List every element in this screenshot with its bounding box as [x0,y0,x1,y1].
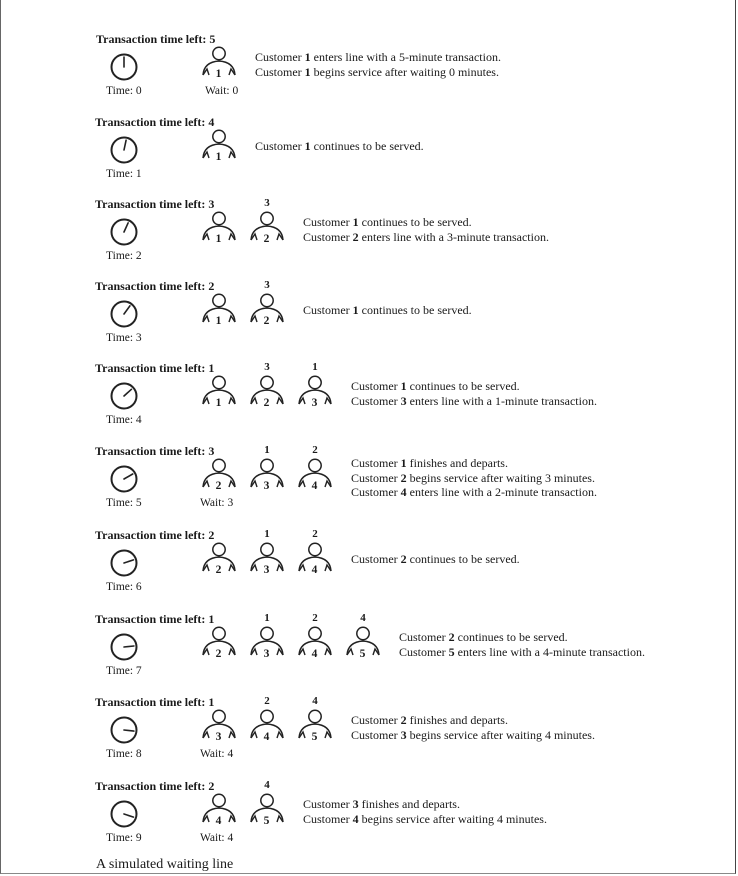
clock-hand [124,306,130,314]
transaction-time-left-value: 1 [208,695,215,709]
customer-number: 3 [263,564,271,576]
event-message: Customer 2 continues to be served. [351,552,520,566]
event-message: Customer 4 begins service after waiting 4 minutes. [303,811,547,826]
customer-number: 2 [215,648,223,660]
time-label: Time: 6 [106,581,142,593]
simulation-step [0,779,738,863]
transaction-time-left-value: 4 [208,115,215,129]
event-message: Customer 5 enters line with a 4-minute transaction. [399,644,645,659]
event-messages [399,630,645,659]
customer-transaction-time: 2 [312,444,318,456]
clock [110,136,138,164]
transaction-time-left-value: 2 [208,279,215,293]
transaction-time-left-value: 2 [208,528,215,542]
transaction-time-left-label: Transaction time left: [95,444,209,458]
customer-id: 4 [352,811,359,826]
wait-label: Wait: 4 [200,748,234,760]
wait-label: Wait: 3 [200,497,234,509]
event-message: Customer 1 begins service after waiting 0 minutes. [255,64,499,79]
event-message: Customer 2 finishes and departs. [351,713,508,727]
event-message: Customer 3 enters line with a 1-minute transaction. [351,393,597,408]
customer-figure [245,709,289,743]
event-message: Customer 3 finishes and departs. [303,797,460,811]
customer-figure [197,293,241,327]
transaction-time-left-value: 2 [208,779,215,793]
transaction-time-left [95,612,214,627]
time-label: Time: 0 [106,85,142,97]
wait-label: Wait: 0 [205,85,239,97]
clock-hand [124,730,134,731]
event-messages [351,552,520,567]
customer-id: 1 [400,456,407,470]
time-label: Time: 4 [106,414,142,426]
customer-id: 2 [352,229,359,244]
clock-face-icon [110,136,138,164]
clock-hand [124,814,134,817]
customer-figure [293,709,337,743]
customer-number: 4 [311,480,319,492]
customer-figure [245,793,289,827]
customer-number: 3 [263,480,271,492]
clock-hand [124,223,128,232]
clock-hand [124,646,134,647]
customer-figure [245,542,289,576]
transaction-time-left-label: Transaction time left: [95,528,209,542]
transaction-time-left [95,361,214,376]
simulation-step [0,115,738,199]
event-messages [351,456,597,500]
clock [110,800,138,828]
customer-id: 3 [400,727,407,742]
customer-number: 4 [311,648,319,660]
event-messages [303,215,549,244]
customer-number: 3 [311,397,319,409]
event-messages [255,139,424,154]
event-messages [303,303,472,318]
customer-figure [245,375,289,409]
customer-id: 2 [400,470,407,485]
customer-figure [293,458,337,492]
customer-figure [245,458,289,492]
transaction-time-left-label: Transaction time left: [95,361,209,375]
time-label: Time: 9 [106,832,142,844]
customer-figure [197,793,241,827]
time-label: Time: 7 [106,665,142,677]
customer-figure [341,626,385,660]
customer-figure [293,375,337,409]
time-label: Time: 5 [106,497,142,509]
customer-figure [197,46,241,80]
customer-id: 4 [400,485,407,499]
customer-id: 2 [400,713,407,727]
simulation-step [0,197,738,281]
customer-figure [197,211,241,245]
clock-face-icon [110,633,138,661]
event-message: Customer 2 continues to be served. [399,630,568,644]
customer-number: 5 [263,815,271,827]
clock-hand [124,474,133,479]
customer-transaction-time: 3 [264,197,270,209]
event-messages [303,797,547,826]
customer-id: 2 [448,630,455,644]
event-messages [351,379,597,408]
customer-number: 1 [215,68,223,80]
customer-id: 1 [304,139,311,153]
transaction-time-left [95,779,214,794]
transaction-time-left [95,444,214,459]
transaction-time-left-label: Transaction time left: [95,197,209,211]
event-message: Customer 1 enters line with a 5-minute transaction. [255,50,501,64]
clock-face-icon [110,218,138,246]
event-message: Customer 1 finishes and departs. [351,456,508,470]
customer-figure [245,293,289,327]
transaction-time-left-label: Transaction time left: [95,695,209,709]
wait-label: Wait: 4 [200,832,234,844]
clock-face-icon [110,549,138,577]
event-message: Customer 1 continues to be served. [351,379,520,393]
customer-figure [197,129,241,163]
event-message: Customer 1 continues to be served. [255,139,424,153]
customer-number: 2 [263,315,271,327]
customer-number: 1 [215,233,223,245]
customer-figure [293,542,337,576]
clock [110,300,138,328]
time-label: Time: 8 [106,748,142,760]
customer-number: 1 [215,151,223,163]
transaction-time-left [95,115,214,130]
clock [110,53,138,81]
simulation-step [0,32,738,116]
customer-number: 2 [263,233,271,245]
clock-face-icon [110,465,138,493]
transaction-time-left-value: 1 [208,361,215,375]
customer-number: 1 [215,397,223,409]
customer-transaction-time: 2 [312,528,318,540]
transaction-time-left-label: Transaction time left: [95,115,209,129]
figure-caption: A simulated waiting line [96,857,234,872]
clock [110,218,138,246]
customer-figure [293,626,337,660]
event-messages [255,50,501,79]
transaction-time-left [95,528,214,543]
customer-transaction-time: 2 [312,612,318,624]
transaction-time-left [96,32,215,47]
customer-figure [197,542,241,576]
transaction-time-left-label: Transaction time left: [96,32,210,46]
customer-figure [245,626,289,660]
event-message: Customer 2 begins service after waiting 3 minutes. [351,470,595,485]
customer-number: 3 [263,648,271,660]
clock-face-icon [110,716,138,744]
clock-face-icon [110,382,138,410]
customer-id: 1 [352,215,359,229]
customer-number: 2 [215,564,223,576]
customer-figure [197,375,241,409]
simulation-step [0,695,738,779]
transaction-time-left-label: Transaction time left: [95,612,209,626]
transaction-time-left [95,279,214,294]
customer-id: 1 [400,379,407,393]
customer-transaction-time: 4 [312,695,318,707]
customer-figure [197,458,241,492]
transaction-time-left [95,197,214,212]
customer-id: 5 [448,644,455,659]
customer-number: 5 [311,731,319,743]
customer-transaction-time: 2 [264,695,270,707]
customer-id: 1 [352,303,359,317]
clock-hand [124,389,131,396]
customer-transaction-time: 1 [312,361,318,373]
clock-hand [124,140,126,150]
customer-id: 2 [400,552,407,566]
customer-number: 4 [311,564,319,576]
customer-number: 1 [215,315,223,327]
customer-transaction-time: 1 [264,612,270,624]
simulation-step [0,361,738,445]
customer-id: 1 [304,64,311,79]
customer-number: 2 [215,480,223,492]
time-label: Time: 1 [106,168,142,180]
clock [110,633,138,661]
clock-face-icon [110,300,138,328]
clock-face-icon [110,800,138,828]
simulation-step [0,279,738,363]
simulation-step [0,528,738,612]
clock [110,549,138,577]
event-message: Customer 2 enters line with a 3-minute transaction. [303,229,549,244]
customer-id: 3 [352,797,359,811]
simulation-step [0,612,738,696]
customer-figure [197,626,241,660]
time-label: Time: 2 [106,250,142,262]
clock-face-icon [110,53,138,81]
customer-transaction-time: 3 [264,361,270,373]
customer-number: 3 [215,731,223,743]
time-label: Time: 3 [106,332,142,344]
clock [110,716,138,744]
transaction-time-left-value: 5 [209,32,216,46]
clock-hand [124,560,134,563]
customer-id: 1 [304,50,311,64]
event-messages [351,713,595,742]
clock [110,382,138,410]
transaction-time-left-value: 1 [208,612,215,626]
simulation-step [0,444,738,528]
transaction-time-left-value: 3 [208,197,215,211]
customer-id: 3 [400,393,407,408]
customer-number: 4 [263,731,271,743]
transaction-time-left-value: 3 [208,444,215,458]
customer-transaction-time: 4 [264,779,270,791]
event-message: Customer 3 begins service after waiting 4 minutes. [351,727,595,742]
customer-transaction-time: 4 [360,612,366,624]
customer-transaction-time: 1 [264,528,270,540]
event-message: Customer 1 continues to be served. [303,215,472,229]
event-message: Customer 1 continues to be served. [303,303,472,317]
customer-figure [245,211,289,245]
event-message: Customer 4 enters line with a 2-minute transaction. [351,485,597,499]
clock [110,465,138,493]
customer-number: 2 [263,397,271,409]
customer-figure [197,709,241,743]
customer-number: 5 [359,648,367,660]
transaction-time-left-label: Transaction time left: [95,779,209,793]
transaction-time-left [95,695,214,710]
customer-transaction-time: 1 [264,444,270,456]
customer-number: 4 [215,815,223,827]
customer-transaction-time: 3 [264,279,270,291]
transaction-time-left-label: Transaction time left: [95,279,209,293]
